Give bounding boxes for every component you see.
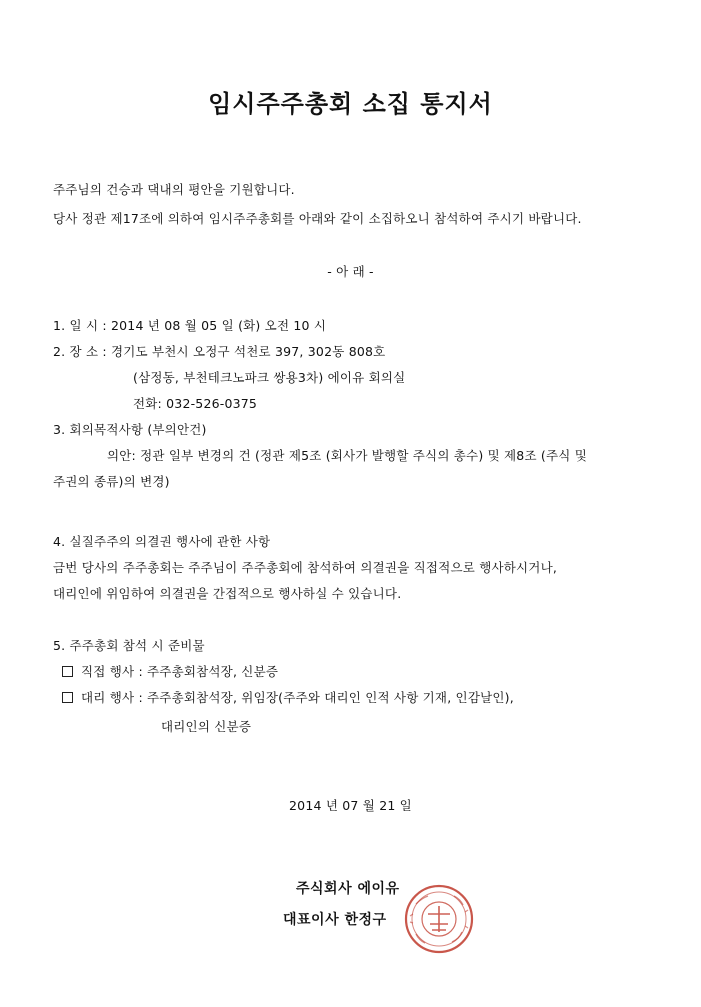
- notice-date: 2014 년 07 월 21 일: [289, 798, 412, 813]
- checkbox-icon: [62, 692, 73, 703]
- item-phone: 전화: 032-526-0375: [133, 396, 258, 411]
- greeting-line-2: 당사 정관 제17조에 의하여 임시주주총회를 아래와 같이 소집하오니 참석하여 주시기 바랍니다.: [53, 211, 582, 226]
- separator-heading: - 아 래 -: [327, 264, 374, 279]
- item-date: 1. 일 시 : 2014 년 08 월 05 일 (화) 오전 10 시: [53, 318, 327, 333]
- item-prep-proxy: [62, 690, 514, 706]
- company-seal-stamp: [402, 882, 476, 956]
- item-voting-line-1: 금번 당사의 주주총회는 주주님이 주주총회에 참석하여 의결권을 직접적으로 행사하시거나,: [53, 560, 558, 575]
- item-voting-heading: 4. 실질주주의 의결권 행사에 관한 사항: [53, 534, 271, 549]
- item-agenda-heading: 3. 회의목적사항 (부의안건): [53, 422, 207, 437]
- item-prep-proxy-cont: 대리인의 신분증: [161, 719, 252, 734]
- prep-direct-text: 직접 행사 : 주주총회참석장, 신분증: [81, 664, 279, 679]
- item-prep-heading: 5. 주주총회 참석 시 준비물: [53, 638, 205, 653]
- checkbox-icon: [62, 666, 73, 677]
- item-agenda-line-1: 의안: 정관 일부 변경의 건 (정관 제5조 (회사가 발행할 주식의 총수) 및 제8조 (주식 및: [107, 448, 587, 463]
- signature-representative: 대표이사 한정구: [283, 912, 387, 928]
- item-voting-line-2: 대리인에 위임하여 의결권을 간접적으로 행사하실 수 있습니다.: [53, 586, 402, 601]
- item-agenda-line-2: 주권의 종류)의 변경): [53, 474, 170, 489]
- item-place: 2. 장 소 : 경기도 부천시 오정구 석천로 397, 302동 808호: [53, 344, 386, 359]
- greeting-line-1: 주주님의 건승과 댁내의 평안을 기원합니다.: [53, 182, 295, 197]
- signature-company: 주식회사 에이유: [296, 881, 400, 897]
- item-prep-direct: [62, 664, 278, 680]
- notice-title: 임시주주총회 소집 통지서: [208, 90, 493, 118]
- item-place-detail: (삼정동, 부천테크노파크 쌍용3차) 에이유 회의실: [133, 370, 406, 385]
- prep-proxy-text: 대리 행사 : 주주총회참석장, 위임장(주주와 대리인 인적 사항 기재, 인감날인),: [81, 690, 514, 705]
